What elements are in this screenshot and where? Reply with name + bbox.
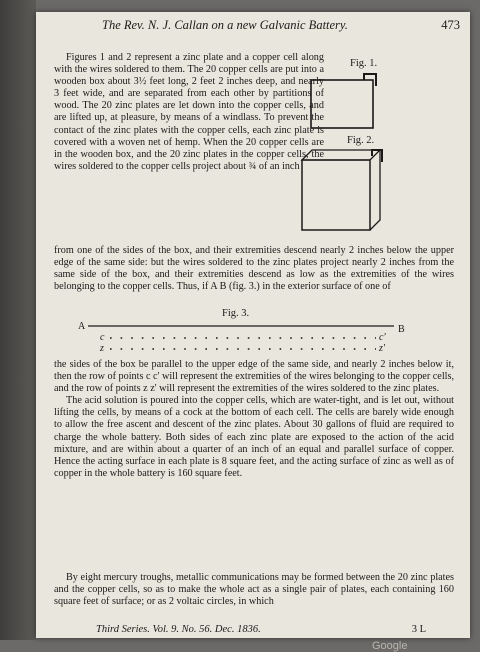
google-watermark: Google <box>372 640 408 652</box>
paragraph-4: By eight mercury troughs, metallic communications may be formed between the 20 zinc plates and the copper cells, so as to make the whole act as a single pair of plates, each containing 160 square feet of surface; or as 2 voltaic circles, in which <box>54 572 454 608</box>
paragraph-1-continued: from one of the sides of the box, and their extremities descend nearly 2 inches below the upper edge of the same side: but the wires soldered to the zinc plates project nearly 2 inches from the same side of the box, and their extremities descend as low as the extremities of the wires belonging to the copper cells. Thus, if A B (fig. 3.) in the exterior surface of one of <box>54 245 454 293</box>
paragraph-3: The acid solution is poured into the copper cells, which are water-tight, and is let out, without lifting the cells, by means of a cock at the bottom of each cell. The cells are barely wide enough to allow the free ascent and descent of the zinc plates. About 30 gallons of fluid are required to charge the whole battery. Both sides of each zinc plate are exposed to the action of the acid mixture, and are within about a quarter of an inch of an equal and parallel surface of copper. Hence the acting surface in each plate is 8 square feet, and the acting surface of zinc as well as of copper in the whole battery is 160 square feet. <box>54 395 454 479</box>
fig3-point-c: c <box>100 332 105 343</box>
paragraph-2: the sides of the box be parallel to the upper edge of the same side, and nearly 2 inches below it, then the row of points c c' will represent the extremities of the wires belonging to the copper cells, and the row of points z z' will represent the extremities of the wires soldered to the zinc plates. <box>54 359 454 395</box>
footer-signature: 3 L <box>411 624 426 635</box>
fig1-label: Fig. 1. <box>350 58 378 69</box>
fig3-wire-rows-diagram <box>76 318 436 358</box>
running-header <box>102 18 460 33</box>
fig1-zinc-plate-diagram <box>306 70 386 132</box>
paragraph-1: Figures 1 and 2 represent a zinc plate and a copper cell along with the wires soldered to them. The 20 copper cells are put into a wooden box about 3½ feet long, 2 feet 2 inches deep, and nearly 3 feet wide, and are separated from each other by partitions of wood. The 20 zinc plates are let down into the copper cells, and are lifted up, at pleasure, by means of a windlass. To prevent the contact of the zinc plates with the copper cells, each zinc plate is covered with a woven net of hemp. When the 20 copper cells are in the wooden box, and the 20 zinc plates in the copper cells, the wires soldered to the copper cells project about ¾ of an inch <box>54 52 324 172</box>
page-number: 473 <box>441 18 460 32</box>
fig3-point-z-prime: z' <box>379 343 386 354</box>
paragraph-2-and-3 <box>54 359 454 480</box>
fig2-copper-cell-diagram <box>298 146 388 236</box>
book-gutter <box>0 0 36 640</box>
header-title: The Rev. N. J. Callan on a new Galvanic Battery. <box>102 18 348 32</box>
fig3-label: Fig. 3. <box>222 308 250 319</box>
book-page <box>36 12 470 652</box>
footer-series: Third Series. Vol. 9. No. 56. Dec. 1836. <box>96 624 261 635</box>
fig3-point-z: z <box>100 343 104 354</box>
fig2-label: Fig. 2. <box>347 135 375 146</box>
fig3-point-c-prime: c' <box>379 332 386 343</box>
fig3-point-b: B <box>398 324 405 335</box>
page-footer <box>96 624 426 635</box>
fig3-point-a: A <box>78 321 86 332</box>
